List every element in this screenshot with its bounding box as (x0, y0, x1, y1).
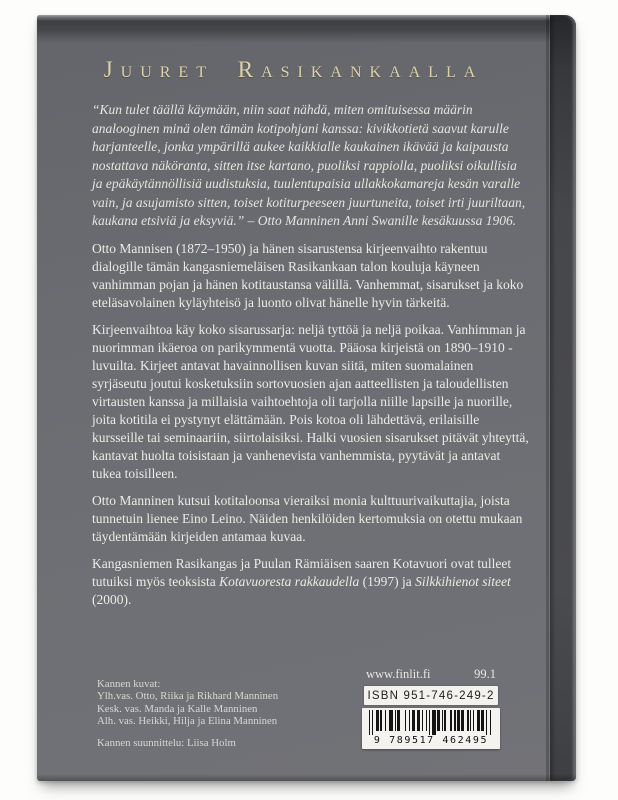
back-cover-text (92, 101, 530, 618)
credit-line: Kesk. vas. Manda ja Kalle Manninen (97, 702, 258, 715)
publisher-website: www.finlit.fi (366, 667, 431, 681)
book-back-cover (37, 15, 576, 781)
book-spine-edge (550, 15, 576, 781)
credit-line: Kannen kuvat: (97, 678, 161, 690)
book-top-edge (37, 15, 576, 43)
blurb-paragraph-closing (92, 555, 530, 609)
blurb-paragraph: Otto Mannisen (1872–1950) ja hänen sisarustensa kirjeenvaihto rakentuu dialogille tämän kangasniemeläisen Rasikankaan talon kouluja käyneen vanhimman pojan ja hänen kotitaustansa välillä. Vanhemmat, sisarukset ja koko eteläsavolainen kyläyhteisö ja luonto olivat hänelle hyvin tärkeitä. (92, 240, 524, 310)
closing-text: (1997) ja (359, 573, 416, 589)
barcode-digits: 9 789517 462495 (373, 735, 489, 746)
blurb-paragraph: Kirjeenvaihtoa käy koko sisarussarja: neljä tyttöä ja neljä poikaa. Vanhimman ja nuorimman ikäeroa on parikymmentä vuotta. Pääosa kirjeistä on 1890–1910 -luvuilta. Kirjeet antavat havainnollisen kuvan siitä, miten suomalainen syrjäseutu joutui kosketuksiin sortovuosien ajan aatteellisten ja taloudellisten virtausten kanssa ja millaisia vaihtoehtoja oli tarjolla niille lapsille ja nuorille, joita kotitila ei pystynyt elättämään. Pois kotoa oli lähdettävä, erilaisille kursseille tai seminaariin, siirtolaisiksi. Halki vuosien sisarukset pitävät yhteyttä, kantavat huolta toisistaan ja vanhenevista vanhemmista, pyytävät ja antavat tukea toisilleen. (92, 321, 529, 481)
isbn-label: ISBN 951-746-249-2 (364, 686, 498, 705)
barcode-bars (369, 710, 493, 735)
barcode (362, 708, 500, 749)
library-class-code: 99.1 (474, 667, 496, 681)
closing-text: (2000). (92, 591, 132, 607)
book-bottom-edge (37, 774, 576, 781)
publisher-row (366, 667, 496, 682)
epigraph-quote: “Kun tulet täällä käymään, niin saat nähdä, miten omituisessa määrin analooginen minä olen tämän kotipohjani kanssa: kivikkotietä saavut karulle harjanteelle, jonka ympärillä aukee kaikkialle kaukainen ikävää ja kaipausta nostattava näköranta, sitten itse kartano, puoliksi rappiolla, puoliksi oikullisia ja epäkäytännöllisiä uudistuksia, tuulentupaisia ullakkokamareja kesän varalle vain, ja asujamisto sitten, toiset kotiturpeeseen juurtuneita, toiset irti juuriltaan, kaukana etsiviä ja eksyviä.” – Otto Manninen Anni Swanille kesäkuussa 1906. (92, 102, 526, 228)
closing-text: Kangasniemen Rasikangas ja Puulan Rämiäisen saaren Kotavuori ovat tulleet tutuiksi myös teoksista (92, 555, 512, 589)
referenced-book-title: Kotavuoresta rakkaudella (219, 573, 360, 589)
cover-credits (97, 678, 278, 749)
book-title: Juuret Rasikankaalla (103, 57, 484, 82)
designer-credit: Kannen suunnittelu: Liisa Holm (97, 737, 236, 750)
blurb-paragraph: Otto Manninen kutsui kotitaloonsa vieraiksi monia kulttuurivaikuttajia, joista tunnetuin lienee Eino Leino. Näiden henkilöiden kertomuksia on otettu mukaan täydentämään kirjeiden antamaa kuvaa. (92, 492, 523, 544)
credit-line: Alh. vas. Heikki, Hilja ja Elina Manninen (97, 714, 278, 727)
referenced-book-title: Silkkihienot siteet (415, 573, 511, 589)
credit-line: Ylh.vas. Otto, Riika ja Rikhard Manninen (97, 690, 279, 703)
